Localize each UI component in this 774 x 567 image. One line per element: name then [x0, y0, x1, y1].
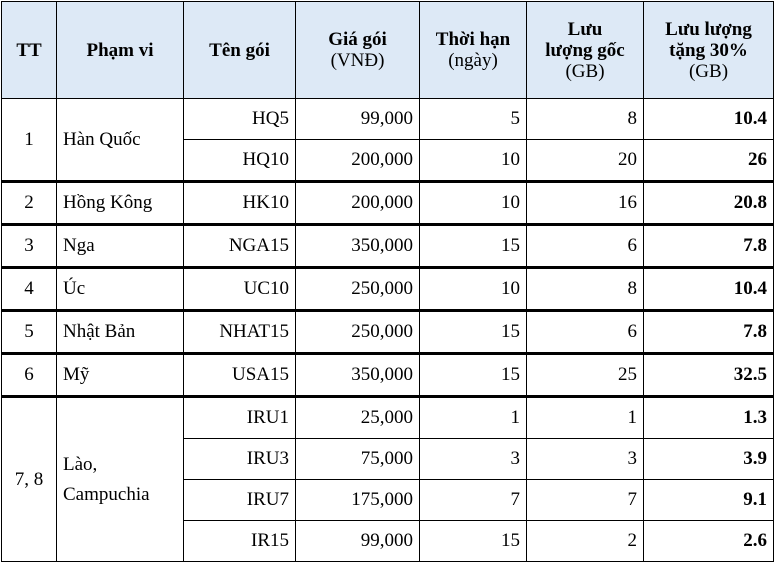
row-name: HK10: [184, 182, 296, 225]
row-scope: Úc: [57, 268, 184, 311]
row-base: 25: [527, 354, 644, 397]
row-days: 10: [420, 268, 527, 311]
row-price: 350,000: [296, 225, 420, 268]
row-name: HQ10: [184, 140, 296, 182]
header-bonus-line1: Lưu lượng: [665, 18, 752, 40]
row-scope-line1: Lào,: [63, 453, 98, 475]
row-price: 200,000: [296, 182, 420, 225]
row-scope: Nga: [57, 225, 184, 268]
header-price-line2: (VNĐ): [330, 50, 385, 71]
row-base: 6: [527, 311, 644, 354]
row-scope: [57, 397, 184, 562]
package-table: [1, 1, 774, 562]
row-price: 250,000: [296, 268, 420, 311]
row-name: NHAT15: [184, 311, 296, 354]
table-row: [2, 182, 774, 225]
row-scope-line2: Campuchia: [63, 483, 150, 505]
row-base: 20: [527, 140, 644, 182]
row-tt: 4: [2, 268, 57, 311]
row-bonus: 10.4: [644, 99, 774, 140]
header-duration: [420, 2, 527, 99]
row-name: UC10: [184, 268, 296, 311]
row-days: 1: [420, 397, 527, 439]
header-duration-line2: (ngày): [448, 50, 498, 71]
row-bonus: 2.6: [644, 521, 774, 562]
row-bonus: 26: [644, 140, 774, 182]
row-price: 175,000: [296, 480, 420, 521]
row-name: HQ5: [184, 99, 296, 140]
row-name: USA15: [184, 354, 296, 397]
row-tt: 7, 8: [2, 397, 57, 562]
header-duration-line1: Thời hạn: [435, 29, 511, 50]
row-days: 10: [420, 140, 527, 182]
row-bonus: 7.8: [644, 311, 774, 354]
row-base: 8: [527, 99, 644, 140]
row-scope: Mỹ: [57, 354, 184, 397]
header-bonus: [644, 2, 774, 99]
row-price: 350,000: [296, 354, 420, 397]
header-price: [296, 2, 420, 99]
row-bonus: 3.9: [644, 439, 774, 480]
row-bonus: 1.3: [644, 397, 774, 439]
row-name: IRU3: [184, 439, 296, 480]
row-days: 15: [420, 225, 527, 268]
header-bonus-line2: tặng 30%: [669, 39, 748, 61]
row-base: 1: [527, 397, 644, 439]
row-base: 2: [527, 521, 644, 562]
row-days: 15: [420, 354, 527, 397]
header-row: [2, 2, 774, 99]
row-name: IR15: [184, 521, 296, 562]
header-base-line1: Lưu: [567, 18, 603, 40]
row-base: 3: [527, 439, 644, 480]
row-days: 3: [420, 439, 527, 480]
row-days: 7: [420, 480, 527, 521]
row-price: 99,000: [296, 99, 420, 140]
row-scope: Hàn Quốc: [57, 99, 184, 182]
table-row: [2, 268, 774, 311]
row-days: 15: [420, 521, 527, 562]
header-bonus-line3: (GB): [688, 60, 729, 82]
row-days: 10: [420, 182, 527, 225]
row-bonus: 10.4: [644, 268, 774, 311]
row-bonus: 32.5: [644, 354, 774, 397]
row-name: IRU1: [184, 397, 296, 439]
header-scope: Phạm vi: [57, 2, 184, 99]
table-row: [2, 397, 774, 439]
row-tt: 6: [2, 354, 57, 397]
row-price: 75,000: [296, 439, 420, 480]
row-days: 5: [420, 99, 527, 140]
row-price: 25,000: [296, 397, 420, 439]
row-bonus: 7.8: [644, 225, 774, 268]
table-row: [2, 311, 774, 354]
row-tt: 3: [2, 225, 57, 268]
row-bonus: 20.8: [644, 182, 774, 225]
header-base: [527, 2, 644, 99]
row-scope: Nhật Bản: [57, 311, 184, 354]
header-tt: TT: [2, 2, 57, 99]
row-days: 15: [420, 311, 527, 354]
table-row: [2, 354, 774, 397]
row-price: 99,000: [296, 521, 420, 562]
header-name: Tên gói: [184, 2, 296, 99]
row-name: NGA15: [184, 225, 296, 268]
row-base: 6: [527, 225, 644, 268]
table-row: [2, 225, 774, 268]
row-base: 8: [527, 268, 644, 311]
header-base-line3: (GB): [565, 60, 605, 82]
row-bonus: 9.1: [644, 480, 774, 521]
row-name: IRU7: [184, 480, 296, 521]
header-price-line1: Giá gói: [328, 29, 387, 50]
table-row: [2, 99, 774, 140]
header-base-line2: lượng gốc: [545, 39, 625, 61]
row-base: 16: [527, 182, 644, 225]
row-tt: 1: [2, 99, 57, 182]
row-scope: Hồng Kông: [57, 182, 184, 225]
row-tt: 5: [2, 311, 57, 354]
row-price: 250,000: [296, 311, 420, 354]
row-base: 7: [527, 480, 644, 521]
row-tt: 2: [2, 182, 57, 225]
row-price: 200,000: [296, 140, 420, 182]
